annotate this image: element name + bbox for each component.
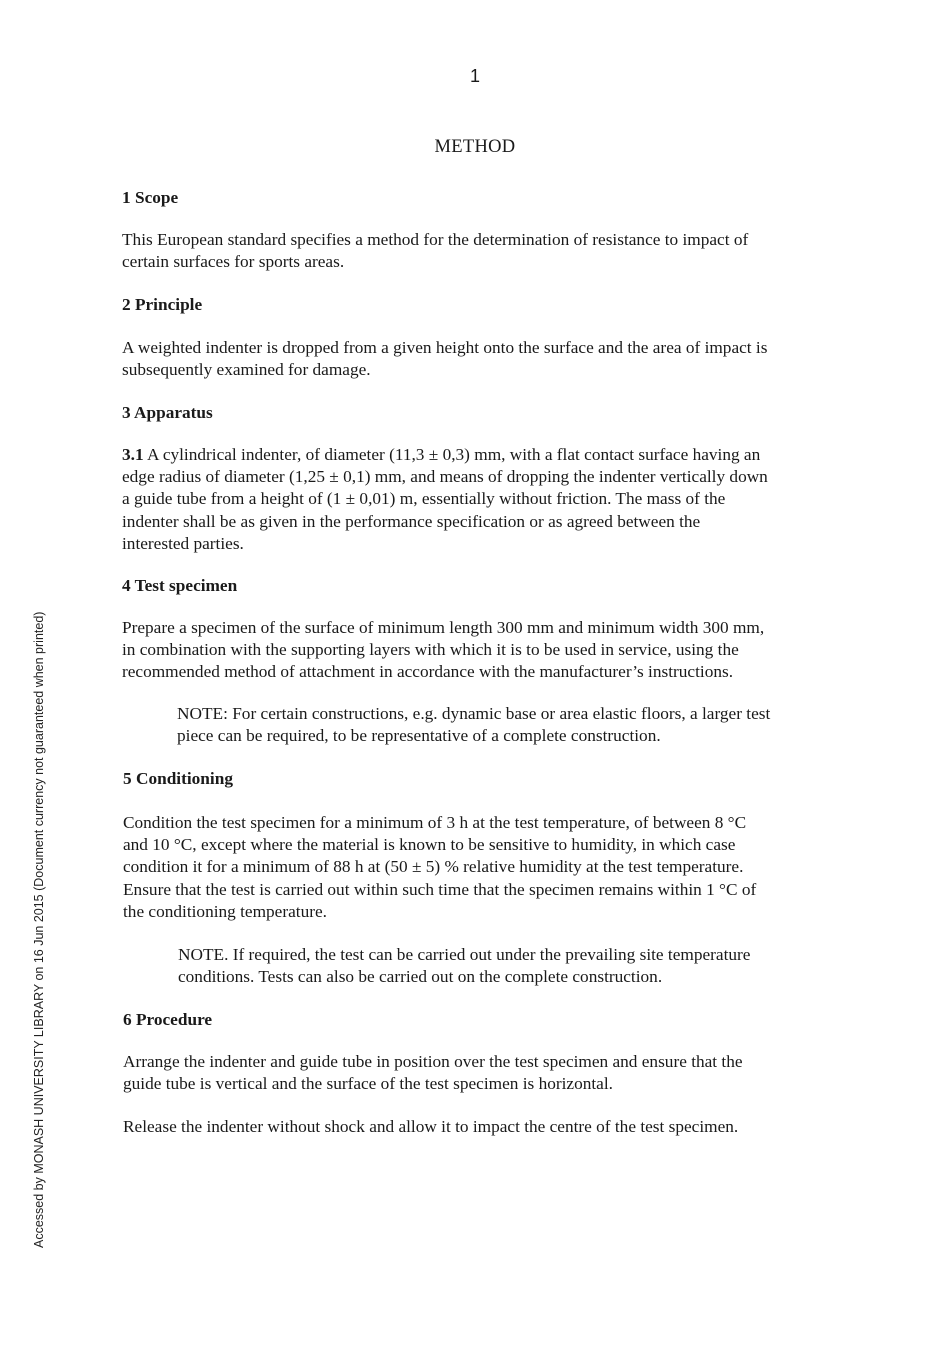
text-line: interested parties. bbox=[122, 533, 244, 553]
text-line: Prepare a specimen of the surface of minimum length 300 mm and minimum width 300 mm, bbox=[122, 618, 765, 637]
text-line: indenter shall be as given in the performance specification or as agreed between the bbox=[122, 511, 701, 531]
section-1-heading: 1 Scope bbox=[122, 188, 179, 207]
section-6-body-2 bbox=[123, 1116, 738, 1138]
text-line bbox=[122, 444, 768, 466]
text-line: Release the indenter without shock and allow it to impact the centre of the test specimen. bbox=[123, 1117, 739, 1136]
text-line: in combination with the supporting layers with which it is to be used in service, using the bbox=[122, 640, 739, 660]
text-line: subsequently examined for damage. bbox=[122, 360, 371, 380]
text-line: Ensure that the test is carried out within such time that the specimen remains within 1 °C of bbox=[123, 879, 757, 899]
text-line: conditions. Tests can also be carried out on the complete construction. bbox=[178, 967, 663, 987]
text-line: guide tube is vertical and the surface of the test specimen is horizontal. bbox=[123, 1074, 613, 1094]
section-3-heading: 3 Apparatus bbox=[122, 403, 213, 422]
text-line: NOTE: For certain constructions, e.g. dynamic base or area elastic floors, a larger test bbox=[177, 704, 771, 723]
clause-number: 3.1 bbox=[122, 445, 144, 464]
text-line: piece can be required, to be representative of a complete construction. bbox=[177, 726, 661, 746]
text-line: NOTE. If required, the test can be carried out under the prevailing site temperature bbox=[178, 945, 751, 964]
section-6-body bbox=[123, 1051, 743, 1095]
text-line: the conditioning temperature. bbox=[123, 901, 327, 921]
text-line: A weighted indenter is dropped from a given height onto the surface and the area of impact is bbox=[122, 338, 768, 357]
section-3-body bbox=[122, 444, 768, 555]
text-line: condition it for a minimum of 88 h at (50 ± 5) % relative humidity at the test temperature. bbox=[123, 857, 744, 877]
access-watermark: Accessed by MONASH UNIVERSITY LIBRARY on 16 Jun 2015 (Document currency not guaranteed when printed) bbox=[32, 611, 46, 1248]
document-title: METHOD bbox=[434, 137, 516, 157]
section-1-body bbox=[122, 229, 748, 273]
text-line: and 10 °C, except where the material is known to be sensitive to humidity, in which case bbox=[123, 835, 736, 855]
text-line: a guide tube from a height of (1 ± 0,01) m, essentially without friction. The mass of the bbox=[122, 489, 726, 509]
text-line: Arrange the indenter and guide tube in position over the test specimen and ensure that the bbox=[123, 1052, 743, 1071]
text-line: This European standard specifies a method for the determination of resistance to impact of bbox=[122, 230, 749, 249]
section-6-heading: 6 Procedure bbox=[123, 1010, 213, 1029]
section-5-heading: 5 Conditioning bbox=[123, 769, 233, 788]
section-5-note bbox=[178, 944, 750, 988]
text-line: recommended method of attachment in accordance with the manufacturer’s instructions. bbox=[122, 662, 734, 682]
section-2-body bbox=[122, 337, 767, 381]
section-4-body bbox=[122, 617, 764, 684]
text-line: edge radius of diameter (1,25 ± 0,1) mm, and means of dropping the indenter vertically down bbox=[122, 467, 768, 487]
section-4-note bbox=[177, 703, 770, 747]
text-line: Condition the test specimen for a minimum of 3 h at the test temperature, of between 8 °C bbox=[123, 813, 747, 832]
clause-text: A cylindrical indenter, of diameter (11,3 ± 0,3) mm, with a flat contact surface having an bbox=[143, 445, 761, 464]
text-line: certain surfaces for sports areas. bbox=[122, 252, 345, 272]
section-2-heading: 2 Principle bbox=[122, 295, 203, 314]
section-4-heading: 4 Test specimen bbox=[122, 576, 238, 595]
page-number: 1 bbox=[469, 66, 480, 86]
section-5-body bbox=[123, 812, 756, 923]
